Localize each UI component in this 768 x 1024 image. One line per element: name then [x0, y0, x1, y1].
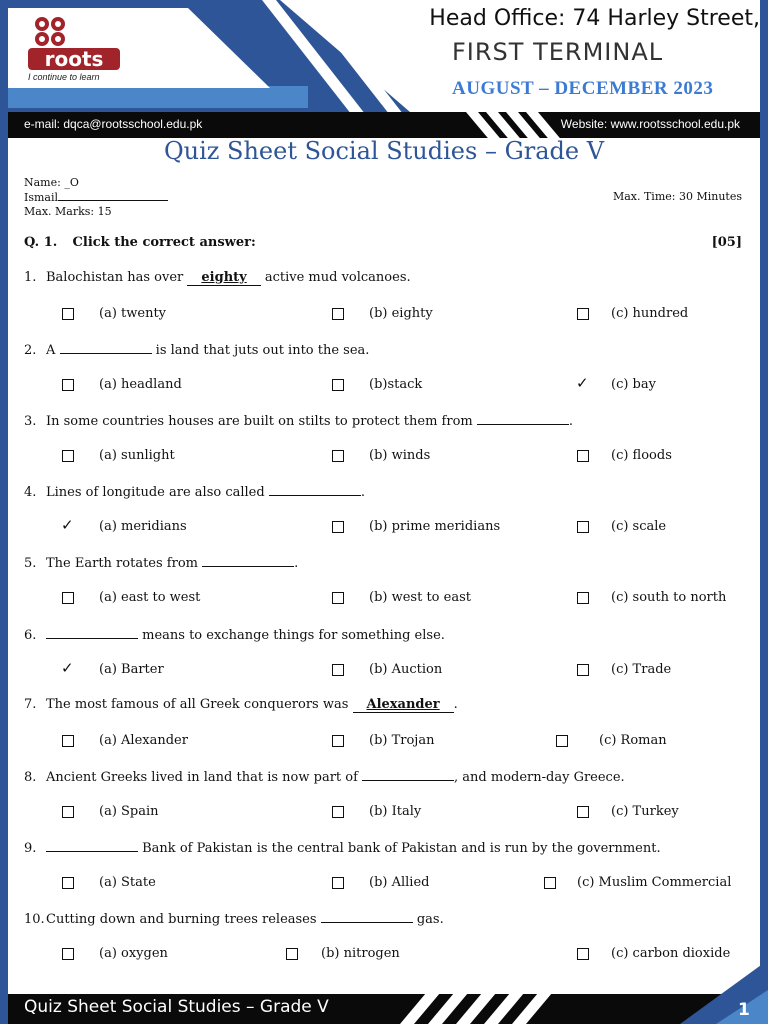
logo-tagline: I continue to learn	[28, 72, 100, 82]
max-time: Max. Time: 30 Minutes	[612, 190, 742, 203]
question-text: Lines of longitude are also called	[46, 485, 269, 501]
option-checkbox[interactable]	[62, 592, 74, 604]
question-text: Balochistan has over	[46, 270, 188, 285]
question-text-end: .	[294, 556, 299, 572]
option-checkbox[interactable]	[577, 664, 589, 676]
option-label[interactable]: (c) Roman	[599, 732, 667, 748]
option-checkbox[interactable]	[577, 521, 589, 533]
question-6	[24, 626, 744, 643]
question-number: 4.	[24, 485, 37, 501]
option-label[interactable]: (b) nitrogen	[321, 945, 400, 961]
option-label[interactable]: (b) winds	[369, 448, 431, 464]
question-text-end: Bank of Pakistan is the central bank of Pakistan and is run by the government.	[138, 840, 661, 856]
option-checkbox[interactable]	[577, 308, 589, 320]
page-footer	[8, 994, 760, 1024]
option-label[interactable]: (b) Italy	[369, 803, 422, 819]
checkmark-icon[interactable]: ✓	[61, 658, 74, 677]
option-label[interactable]: (a) State	[99, 874, 156, 890]
name-line	[24, 190, 168, 205]
page-number: 1	[738, 1000, 750, 1020]
question-text: Ancient Greeks lived in land that is now part of	[46, 769, 363, 785]
question-text-end: active mud volcanoes.	[260, 270, 411, 285]
option-checkbox[interactable]	[577, 806, 589, 818]
option-label[interactable]: (a) sunlight	[99, 448, 175, 464]
option-label[interactable]: (c) hundred	[611, 306, 689, 321]
option-checkbox[interactable]	[332, 379, 344, 391]
question-8	[24, 768, 744, 785]
filled-answer: eighty	[187, 270, 260, 286]
option-label[interactable]: (a) meridians	[99, 519, 187, 535]
option-label[interactable]: (a) oxygen	[99, 945, 168, 961]
option-checkbox[interactable]	[332, 592, 344, 604]
max-marks: Max. Marks: 15	[24, 205, 112, 218]
answer-blank[interactable]	[477, 412, 569, 425]
option-label[interactable]: (a) twenty	[99, 306, 167, 321]
answer-blank[interactable]	[60, 341, 152, 354]
term-title: FIRST TERMINAL	[452, 38, 664, 66]
option-checkbox[interactable]	[62, 450, 74, 462]
option-label[interactable]: (a) headland	[99, 377, 182, 393]
question-text: In some countries houses are built on stilts to protect them from	[46, 414, 477, 430]
question-text: A	[46, 343, 60, 359]
student-meta	[24, 176, 168, 219]
question-number: 5.	[24, 556, 37, 572]
option-checkbox[interactable]	[332, 308, 344, 320]
option-label[interactable]: (b) west to east	[369, 590, 471, 606]
question-text-end: gas.	[412, 911, 444, 927]
option-checkbox[interactable]	[332, 664, 344, 676]
question-7	[24, 697, 744, 712]
option-label[interactable]: (a) east to west	[99, 590, 201, 606]
name-underline	[58, 190, 168, 201]
section-number: Q. 1.	[24, 235, 58, 250]
email-text: e-mail: dqca@rootsschool.edu.pk	[24, 117, 203, 131]
question-number: 7.	[24, 696, 37, 712]
option-checkbox[interactable]	[577, 450, 589, 462]
option-checkbox[interactable]	[577, 592, 589, 604]
answer-blank[interactable]	[321, 910, 413, 923]
question-3	[24, 412, 744, 429]
question-text: The most famous of all Greek conquerors was	[46, 696, 353, 712]
option-label[interactable]: (a) Alexander	[99, 732, 188, 748]
page-title: Quiz Sheet Social Studies – Grade V	[163, 137, 605, 165]
question-text-end: , and modern-day Greece.	[454, 769, 625, 785]
question-text-end: means to exchange things for something else.	[138, 627, 445, 643]
answer-blank[interactable]	[362, 768, 454, 781]
option-label[interactable]: (c) Muslim Commercial	[577, 874, 732, 890]
website-text: Website: www.rootsschool.edu.pk	[560, 117, 740, 131]
option-checkbox[interactable]	[62, 877, 74, 889]
question-number: 8.	[24, 769, 37, 785]
section-instruction: Click the correct answer:	[72, 235, 256, 250]
question-text-end: is land that juts out into the sea.	[151, 343, 370, 359]
option-label[interactable]: (c) south to north	[611, 590, 727, 606]
question-text-end: .	[360, 485, 365, 501]
option-label[interactable]: (c) Trade	[611, 661, 672, 677]
footer-title: Quiz Sheet Social Studies – Grade V	[24, 997, 329, 1017]
question-9	[24, 839, 744, 856]
name-value: Ismail	[24, 191, 59, 204]
question-number: 6.	[24, 627, 37, 643]
option-label[interactable]: (c) bay	[611, 377, 656, 393]
question-text: Cutting down and burning trees releases	[46, 911, 321, 927]
question-number: 9.	[24, 840, 37, 856]
option-checkbox[interactable]	[556, 735, 568, 747]
question-number: 3.	[24, 414, 37, 430]
question-number: 10.	[24, 911, 45, 927]
option-label[interactable]: (c) floods	[611, 448, 672, 464]
question-2	[24, 341, 744, 358]
option-label[interactable]: (c) scale	[611, 519, 667, 535]
option-checkbox[interactable]	[62, 948, 74, 960]
section-marks: [05]	[711, 235, 742, 250]
option-label[interactable]: (b)stack	[369, 377, 423, 393]
option-label[interactable]: (b) eighty	[369, 306, 433, 321]
option-checkbox[interactable]	[332, 877, 344, 889]
option-checkbox[interactable]	[332, 806, 344, 818]
option-checkbox[interactable]	[62, 806, 74, 818]
question-text-end: .	[568, 414, 574, 430]
option-checkbox[interactable]	[544, 877, 556, 889]
page-header	[0, 0, 768, 140]
question-number: 1.	[24, 270, 37, 285]
option-checkbox[interactable]	[332, 450, 344, 462]
contact-bar	[8, 112, 760, 138]
answer-blank[interactable]	[46, 839, 138, 852]
question-text-end: .	[453, 696, 458, 712]
option-checkbox[interactable]	[62, 735, 74, 747]
question-1	[24, 270, 744, 285]
option-label[interactable]: (a) Barter	[99, 661, 164, 677]
checkmark-icon[interactable]: ✓	[61, 516, 74, 535]
answer-blank[interactable]	[46, 626, 138, 639]
option-checkbox[interactable]	[577, 948, 589, 960]
logo-wordmark: roots	[44, 47, 104, 71]
option-label[interactable]: (b) Auction	[369, 661, 443, 677]
option-checkbox[interactable]	[332, 521, 344, 533]
option-label[interactable]: (b) Allied	[369, 874, 430, 890]
option-label[interactable]: (c) Turkey	[611, 803, 679, 819]
question-10	[24, 910, 744, 927]
question-number: 2.	[24, 343, 37, 359]
question-5	[24, 554, 744, 571]
answer-blank[interactable]	[202, 554, 294, 567]
option-checkbox[interactable]	[62, 308, 74, 320]
header-light-band	[8, 86, 308, 108]
option-label[interactable]: (b) Trojan	[369, 732, 435, 748]
head-office-address: Head Office: 74 Harley Street,	[429, 6, 760, 31]
name-label: Name: _O	[24, 176, 79, 189]
option-label[interactable]: (a) Spain	[99, 803, 159, 819]
answer-blank[interactable]	[269, 483, 361, 496]
option-checkbox[interactable]	[332, 735, 344, 747]
checkmark-icon[interactable]: ✓	[576, 374, 589, 393]
option-checkbox[interactable]	[62, 379, 74, 391]
question-text: The Earth rotates from	[46, 556, 203, 572]
filled-answer: Alexander	[353, 697, 454, 713]
question-4	[24, 483, 744, 500]
section-heading	[24, 235, 742, 250]
option-label[interactable]: (c) carbon dioxide	[611, 945, 731, 961]
session-dates: AUGUST – DECEMBER 2023	[452, 78, 714, 99]
option-label[interactable]: (b) prime meridians	[369, 519, 501, 535]
option-checkbox[interactable]	[286, 948, 298, 960]
